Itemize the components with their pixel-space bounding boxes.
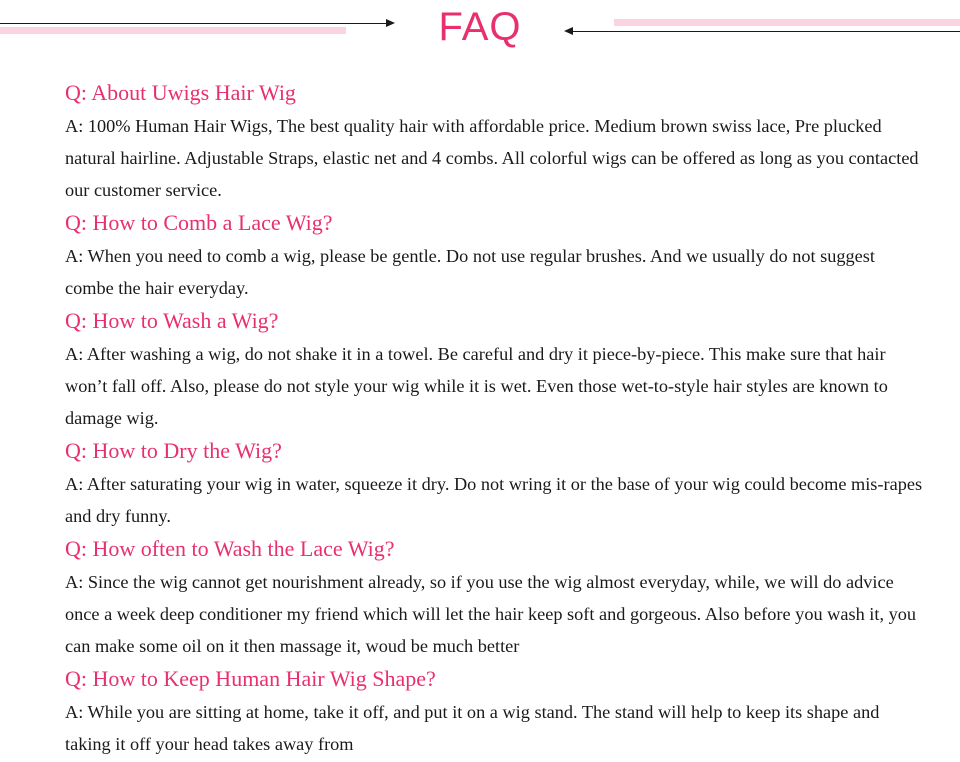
faq-item — [65, 534, 925, 662]
faq-question: Q: How to Keep Human Hair Wig Shape? — [65, 666, 436, 691]
faq-answer: A: While you are sitting at home, take it off, and put it on a wig stand. The stand will help to keep its shape and taking it off your head takes away from — [65, 702, 880, 754]
left-pink-bar — [0, 27, 346, 34]
faq-answer: A: After washing a wig, do not shake it in a towel. Be careful and dry it piece-by-piece. This make sure that hair won’t fall off. Also, please do not style your wig while it is wet. Even those wet-to-style hair styles are known to damage wig. — [65, 344, 888, 428]
faq-question: Q: How to Dry the Wig? — [65, 438, 282, 463]
arrow-right-icon — [386, 19, 395, 27]
faq-question: Q: How to Wash a Wig? — [65, 308, 279, 333]
faq-question: Q: About Uwigs Hair Wig — [65, 80, 296, 105]
faq-answer: A: 100% Human Hair Wigs, The best quality hair with affordable price. Medium brown swiss lace, Pre plucked natural hairline. Adjustable Straps, elastic net and 4 combs. All colorful wigs can be offered as long as you contacted our customer service. — [65, 116, 919, 200]
right-arrow-line — [572, 31, 960, 32]
faq-item — [65, 436, 925, 532]
faq-question: Q: How often to Wash the Lace Wig? — [65, 536, 395, 561]
right-pink-bar — [614, 19, 960, 26]
faq-answer: A: When you need to comb a wig, please be gentle. Do not use regular brushes. And we usually do not suggest combe the hair everyday. — [65, 246, 875, 298]
left-arrow-line — [0, 23, 388, 24]
arrow-left-icon — [564, 27, 573, 35]
faq-answer: A: Since the wig cannot get nourishment already, so if you use the wig almost everyday, while, we will do advice once a week deep conditioner my friend which will let the hair keep soft and gorgeous. Also before you wash it, you can make some oil on it then massage it, woud be much better — [65, 572, 917, 656]
page-title: FAQ — [438, 5, 522, 49]
faq-item — [65, 78, 925, 206]
faq-item — [65, 306, 925, 434]
faq-question: Q: How to Comb a Lace Wig? — [65, 210, 333, 235]
faq-item — [65, 208, 925, 304]
faq-header — [0, 0, 960, 60]
faq-item — [65, 664, 925, 760]
faq-answer: A: After saturating your wig in water, squeeze it dry. Do not wring it or the base of your wig could become mis-rapes and dry funny. — [65, 474, 923, 526]
faq-list — [65, 78, 925, 762]
